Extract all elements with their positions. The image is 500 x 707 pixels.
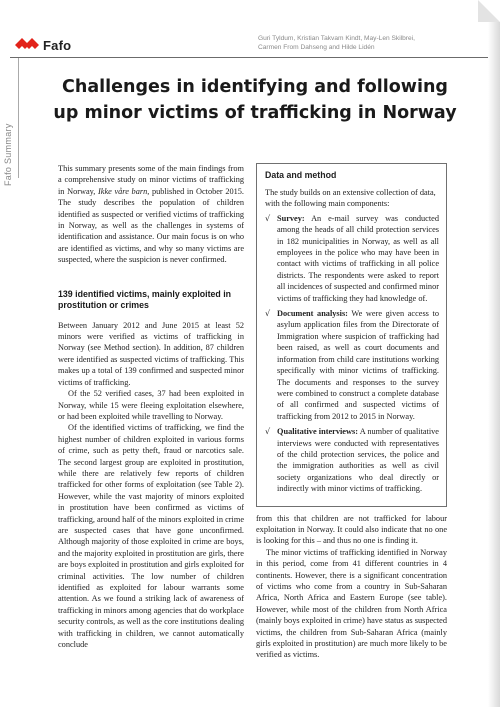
authors-line-1: Guri Tyldum, Kristian Takvam Kindt, May-Len Skilbrei,	[258, 35, 415, 42]
page-edge-shadow	[488, 0, 500, 707]
method-item-body: An e-mail survey was conducted among the heads of all child protection services in 182 municipalities in Norway, as well as all employees in the police who may have been in contact with victims of trafficking in all police districts. The respondents were asked to report all incidences of suspected and confirmed minor victims of trafficking they had knowledge of.	[277, 213, 439, 303]
section-paragraph-2: Of the 52 verified cases, 37 had been exploited in Norway, while 15 were fleeing exploitation elsewhere, or had been exploited while travelling to Norway.	[58, 389, 244, 421]
method-item-label: Survey:	[277, 213, 305, 223]
method-item-survey	[265, 213, 439, 304]
method-item-text	[277, 213, 439, 304]
right-paragraph-2: The minor victims of trafficking identified in Norway in this period, come from 41 different countries in 4 continents. However, there is a significant concentration of victims who come from a country in Sub-Saharan Africa, North Africa and Eastern Europe (see table). However, while most of the children from North Africa (mainly boys exploited in crime) have status as suspected victims, the children from Sub-Saharan Africa (mainly girls exploited in prostitution) are much more likely to be verified as victims.	[256, 547, 447, 660]
page-corner-fold	[478, 0, 500, 22]
side-label: Fafo Summary	[3, 123, 13, 186]
header-divider	[10, 57, 488, 58]
checkmark-icon: √	[265, 309, 271, 319]
intro-report-title: Ikke våre barn	[98, 186, 148, 196]
section-heading: 139 identified victims, mainly exploited in prostitution or crimes	[58, 288, 232, 310]
method-item-text	[277, 308, 439, 422]
section-paragraph-3: Of the identified victims of trafficking, we find the highest number of children exploited in various forms of crime, such as petty theft, fraud or narcotics sale. The second largest group are exploited in prostitution, while there are relatively few reports of children trafficked for other forms of exploitation (see Table 2). However, while the vast majority of minors exploited in prostitution have been confirmed as victims of trafficking, around half of the minors exploited in crime are suspected cases that have gone unconfirmed. Although majority of those exploited in crime are boys, and the majority exploited in prostitution are girls, there are boys exploited in prostitution and girls exploited for criminal activities. The low number of children identified as exploited for labour warrants some attention. As we found a striking lack of awareness of trafficking in minors among agencies that do workplace security controls, as well as the core institutions dealing with trafficking in children, we cannot automatically conclude	[58, 423, 244, 650]
method-item-body: We were given access to asylum application files from the Directorate of Immigration where suspicion of trafficking had been raised, as well as court documents and information from child care institutions working specifically with minor victims of trafficking. The documents and responses to the survey were combined to construct a complete database of all confirmed and suspected victims of trafficking from 2012 to 2015 in Norway.	[277, 309, 440, 421]
section-paragraph-1: Between January 2012 and June 2015 at least 52 minors were verified as victims of trafficking in Norway (see Method section). In addition, 87 children were identified as suspected victims of trafficking. This makes up a total of 139 confirmed and suspected minor victims of trafficking.	[58, 320, 244, 387]
fafo-logo	[14, 36, 71, 54]
logo-text: Fafo	[43, 37, 72, 53]
title-line-1: Challenges in identifying and following	[62, 77, 448, 97]
page-title	[44, 74, 466, 126]
right-column	[256, 163, 447, 661]
checkmark-icon: √	[265, 427, 271, 437]
authors-line-2: Carmen From Dahseng and Hilde Lidén	[258, 44, 375, 51]
fafo-logo-mark-icon	[14, 36, 40, 54]
method-item-text	[277, 426, 439, 494]
side-divider	[18, 58, 19, 178]
method-item-qualitative-interviews	[265, 426, 439, 494]
right-paragraph-1: from this that children are not trafficked for labour exploitation in Norway. It could also indicate that no one is looking for this – and thus no one is finding it.	[256, 513, 447, 546]
authors	[258, 34, 478, 52]
box-title: Data and method	[265, 170, 337, 180]
title-line-2: up minor victims of trafficking in Norway	[53, 103, 457, 123]
intro-text-before: This summary presents some of the main findings from a comprehensive study on minor victims of trafficking in Norway,	[58, 164, 244, 196]
method-item-document-analysis	[265, 308, 439, 422]
data-and-method-box	[256, 163, 447, 507]
method-item-label: Qualitative interviews:	[277, 427, 358, 437]
method-item-body: A number of qualitative interviews were conducted with representatives of the child protection services, the police and the immigration authorities as well as civil society organizations who deal directly or indirectly with minor victims of trafficking.	[277, 427, 439, 494]
intro-text-after: , published in October 2015. The study describes the population of children identified as suspected or verified victims of trafficking in Norway, as well as the challenges in systems of identification and assistance. Our main focus is on who are identified as victims, and why so many victims are suspected, where the suspicion is never confirmed.	[58, 186, 244, 265]
left-column	[58, 163, 244, 650]
method-item-label: Document analysis:	[277, 309, 348, 319]
intro-paragraph	[58, 163, 244, 266]
box-intro: The study builds on an extensive collection of data, with the following main components:	[265, 188, 436, 209]
checkmark-icon: √	[265, 213, 271, 223]
